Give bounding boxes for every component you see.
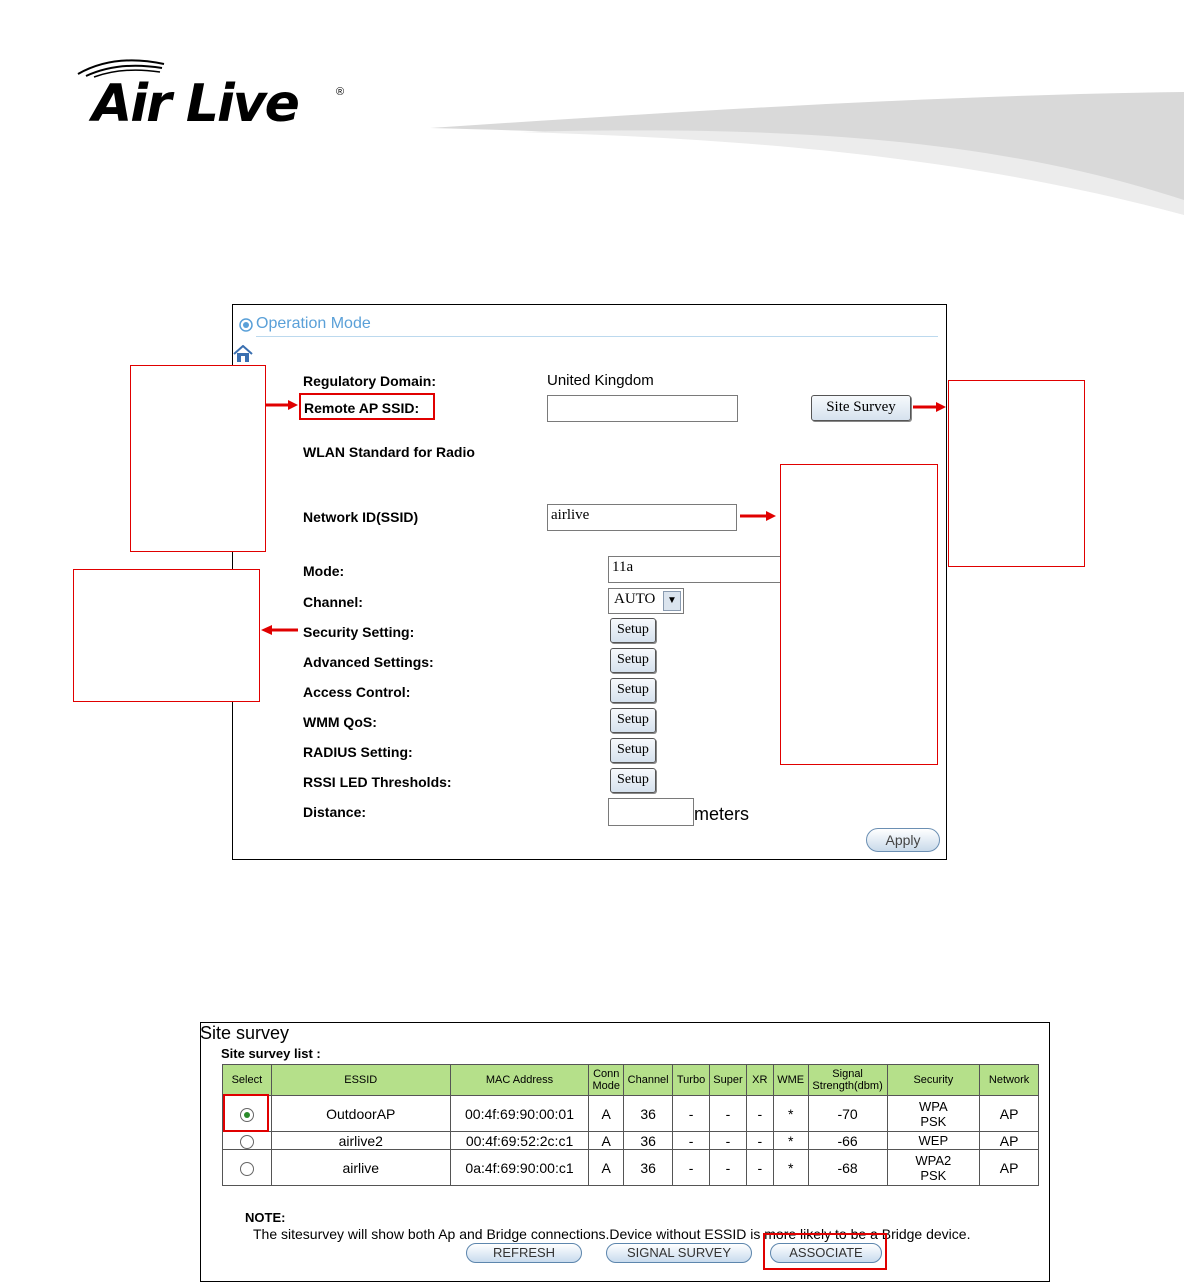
wmm-qos-setup-button[interactable]: Setup [610,708,656,733]
site-survey-table [222,1064,1039,1186]
channel-cell: 36 [624,1096,673,1132]
essid-cell: airlive [271,1150,450,1186]
wme-cell: * [773,1132,808,1150]
wme-cell: * [773,1096,808,1132]
conn-cell: A [589,1132,624,1150]
security-cell: WPA PSK [887,1096,980,1132]
note-heading: NOTE: [245,1210,286,1225]
rssi-setup-button[interactable]: Setup [610,768,656,793]
xr-cell: - [746,1132,773,1150]
row-select-cell[interactable] [223,1132,272,1150]
mac-cell: 00:4f:69:52:2c:c1 [450,1132,588,1150]
turbo-cell: - [673,1096,710,1132]
super-cell: - [709,1096,746,1132]
col-xr: XR [746,1065,773,1096]
distance-unit: meters [694,804,750,824]
wme-cell: * [773,1150,808,1186]
signal-cell: -66 [808,1132,887,1150]
site-survey-list-label: Site survey list : [221,1046,321,1061]
row-radio[interactable] [240,1162,254,1176]
select-radio-highlight [223,1094,269,1132]
row-select-cell[interactable] [223,1150,272,1186]
radius-setup-button[interactable]: Setup [610,738,656,763]
channel-select-value: AUTO [614,591,656,607]
mac-cell: 00:4f:69:90:00:01 [450,1096,588,1132]
signal-survey-button[interactable]: SIGNAL SURVEY [606,1243,752,1263]
conn-cell: A [589,1096,624,1132]
col-conn-mode: Conn Mode [589,1065,624,1096]
security-setting-label: Security Setting: [303,624,415,640]
wlan-standard-label: WLAN Standard for Radio [303,444,475,460]
signal-cell: -70 [808,1096,887,1132]
mac-cell: 0a:4f:69:90:00:c1 [450,1150,588,1186]
site-survey-title: Site survey [200,1023,290,1043]
access-control-label: Access Control: [303,684,411,700]
col-wme: WME [773,1065,808,1096]
col-essid: ESSID [271,1065,450,1096]
signal-cell: -68 [808,1150,887,1186]
network-cell: AP [980,1132,1039,1150]
site-survey-button[interactable]: Site Survey [811,395,911,421]
advanced-setup-button[interactable]: Setup [610,648,656,673]
super-cell: - [709,1150,746,1186]
table-row [223,1150,1039,1186]
network-cell: AP [980,1150,1039,1186]
channel-cell: 36 [624,1150,673,1186]
table-row [223,1132,1039,1150]
regulatory-domain-value: United Kingdom [547,372,654,389]
associate-highlight [763,1233,887,1270]
table-row [223,1096,1039,1132]
radius-setting-label: RADIUS Setting: [303,744,413,760]
network-id-label: Network ID(SSID) [303,509,419,525]
col-security: Security [887,1065,980,1096]
xr-cell: - [746,1150,773,1186]
remote-ap-ssid-label: Remote AP SSID: [304,400,420,416]
note-text: The sitesurvey will show both Ap and Bridge connections.Device without ESSID is more likely to be a Bridge device. [253,1226,971,1242]
registered-mark: ® [336,86,345,98]
security-cell: WPA2 PSK [887,1150,980,1186]
essid-cell: airlive2 [271,1132,450,1150]
network-id-input[interactable]: airlive [547,504,737,531]
mode-label: Mode: [303,563,345,579]
network-cell: AP [980,1096,1039,1132]
col-channel: Channel [624,1065,673,1096]
turbo-cell: - [673,1132,710,1150]
advanced-settings-label: Advanced Settings: [303,654,434,670]
refresh-button[interactable]: REFRESH [466,1243,582,1263]
security-cell: WEP [887,1132,980,1150]
apply-button[interactable]: Apply [866,828,940,852]
super-cell: - [709,1132,746,1150]
col-mac: MAC Address [450,1065,588,1096]
xr-cell: - [746,1096,773,1132]
access-control-setup-button[interactable]: Setup [610,678,656,703]
channel-label: Channel: [303,594,363,610]
rssi-led-label: RSSI LED Thresholds: [303,774,452,790]
turbo-cell: - [673,1150,710,1186]
conn-cell: A [589,1150,624,1186]
associate-button[interactable]: ASSOCIATE [770,1243,882,1263]
channel-cell: 36 [624,1132,673,1150]
distance-label: Distance: [303,804,367,820]
col-super: Super [709,1065,746,1096]
airlive-logo: Air Live [92,74,298,134]
page-title: Operation Mode [256,315,371,332]
mode-input[interactable]: 11a [608,556,784,583]
security-setup-button[interactable]: Setup [610,618,656,643]
col-signal: Signal Strength(dbm) [808,1065,887,1096]
col-turbo: Turbo [673,1065,710,1096]
col-network: Network [980,1065,1039,1096]
wmm-qos-label: WMM QoS: [303,714,377,730]
row-radio[interactable] [240,1135,254,1149]
essid-cell: OutdoorAP [271,1096,450,1132]
regulatory-domain-label: Regulatory Domain: [303,373,437,389]
col-select: Select [223,1065,272,1096]
chevron-down-icon[interactable]: ▼ [663,591,681,611]
